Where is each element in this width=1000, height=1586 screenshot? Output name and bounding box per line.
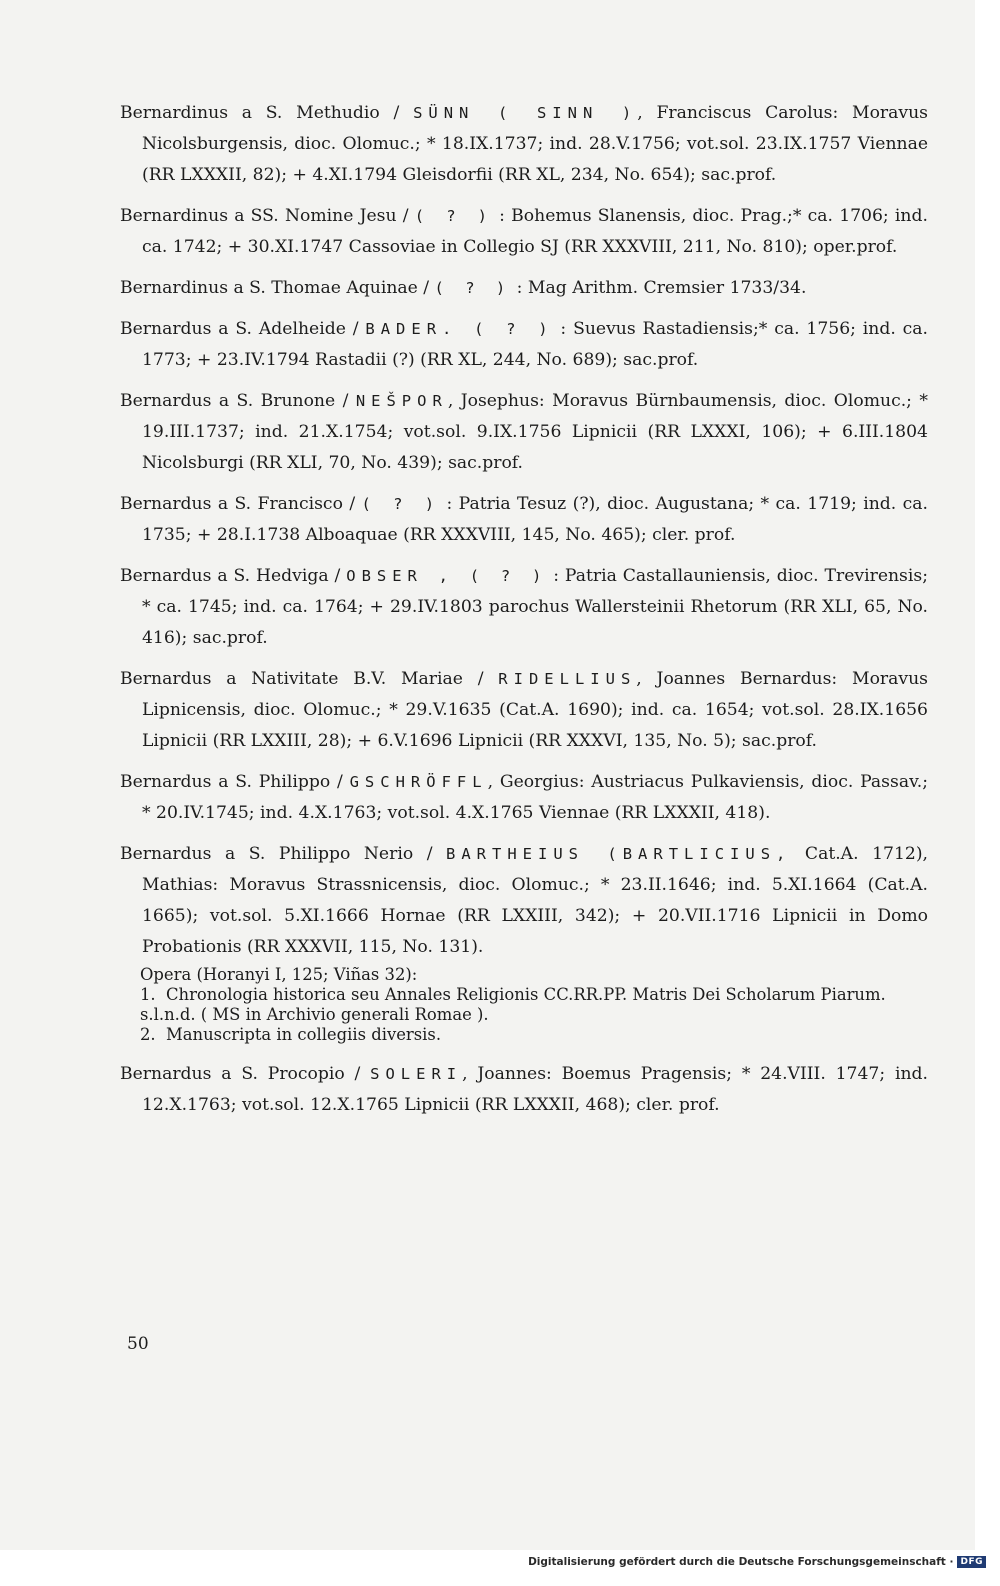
entry-text: , Josephus: Moravus Bürnbaumensis, dioc. Olomuc.; * 19.III.1737; ind. 21.X.1754; vot.sol. 9.IX.1756 Lipnicii (RR LXXXI, 106); + 6.III.1804 Nicolsburgi (RR XLI, 70, No. 439); sac.prof.	[142, 391, 928, 473]
opera-item	[140, 985, 928, 1025]
entry-text: , Georgius: Austriacus Pulkaviensis, dioc. Passav.; * 20.IV.1745; ind. 4.X.1763; vot.sol. 4.X.1765 Viennae (RR LXXXII, 418).	[142, 772, 928, 823]
entry-head: Bernardus a S. Procopio /	[120, 1064, 371, 1084]
opera-intro: Opera (Horanyi I, 125; Viñas 32):	[140, 965, 418, 984]
opera-item-text: Manuscripta in collegiis diversis.	[166, 1025, 442, 1044]
entry-methudio	[120, 98, 928, 191]
entry-text: : Patria Tesuz (?), dioc. Augustana; * ca. 1719; ind. ca. 1735; + 28.I.1738 Alboaquae (RR XXXVIII, 145, No. 465); cler. prof.	[142, 494, 928, 545]
entry-surname: SÜNN ( SINN )	[413, 104, 638, 122]
opera-item-number: 2.	[140, 1025, 156, 1044]
entry-head: Bernardus a Nativitate B.V. Mariae /	[120, 669, 499, 689]
entry-head: Bernardinus a SS. Nomine Jesu /	[120, 206, 415, 226]
entry-adelheide	[120, 314, 928, 376]
footer-credit	[528, 1556, 986, 1568]
entry-text: , Franciscus Carolus: Moravus Nicolsburgensis, dioc. Olomuc.; * 18.IX.1737; ind. 28.V.1756; vot.sol. 23.IX.1757 Viennae (RR LXXXII, 82); + 4.XI.1794 Gleisdorfii (RR XL, 234, No. 654); sac.prof.	[142, 103, 928, 185]
entry-surname: SOLERI	[370, 1065, 463, 1083]
entry-surname: GSCHRÖFFL	[349, 773, 488, 791]
entry-head: Bernardus a S. Adelheide /	[120, 319, 366, 339]
opera-item-number: 1.	[140, 985, 156, 1004]
entry-surname: RIDELLIUS	[498, 670, 637, 688]
entry-nativitate	[120, 664, 928, 757]
entry-head: Bernardinus a S. Thomae Aquinae /	[120, 278, 435, 298]
entry-head: Bernardus a S. Philippo Nerio /	[120, 844, 447, 864]
entry-text: , Joannes Bernardus: Moravus Lipnicensis, dioc. Olomuc.; * 29.V.1635 (Cat.A. 1690); ind. ca. 1654; vot.sol. 28.IX.1656 Lipnicii (RR LXXIII, 28); + 6.V.1696 Lipnicii (RR XXXVI, 135, No. 5); sac.prof.	[142, 669, 928, 751]
entry-surname: ( ? )	[361, 495, 441, 513]
entry-surname: OBSER , ( ? )	[346, 567, 548, 585]
entry-francisco	[120, 489, 928, 551]
entry-text: Cat.A. 1712), Mathias: Moravus Strassnicensis, dioc. Olomuc.; * 23.II.1646; ind. 5.XI.1664 (Cat.A. 1665); vot.sol. 5.XI.1666 Hornae (RR LXXIII, 342); + 20.VII.1716 Lipnicii in Domo Probationis (RR XXXVII, 115, No. 131).	[142, 844, 928, 957]
entry-surname: ( ? )	[434, 279, 512, 297]
entry-thomae-aquinae	[120, 273, 928, 304]
opera-item-text: Chronologia historica seu Annales Religionis CC.RR.PP. Matris Dei Scholarum Piarum. s.l.n.d. ( MS in Archivio generali Romae ).	[140, 985, 886, 1024]
entry-head: Bernardus a S. Hedviga /	[120, 566, 347, 586]
entry-head: Bernardinus a S. Methudio /	[120, 103, 414, 123]
page-number: 50	[127, 1334, 149, 1354]
entry-philippo	[120, 767, 928, 829]
entry-head: Bernardus a S. Francisco /	[120, 494, 362, 514]
entry-procopio	[120, 1059, 928, 1121]
entry-text: : Suevus Rastadiensis;* ca. 1756; ind. ca. 1773; + 23.IV.1794 Rastadii (?) (RR XL, 244, No. 689); sac.prof.	[142, 319, 929, 370]
entry-surname: BARTHEIUS (BARTLICIUS,	[446, 845, 792, 863]
entry-brunone	[120, 386, 928, 479]
entry-hedviga	[120, 561, 928, 654]
entry-text: : Bohemus Slanensis, dioc. Prag.;* ca. 1706; ind. ca. 1742; + 30.XI.1747 Cassoviae in Collegio SJ (RR XXXVIII, 211, No. 810); oper.prof.	[142, 206, 928, 257]
entry-head: Bernardus a S. Brunone /	[120, 391, 356, 411]
entry-surname: NEŠPOR	[355, 392, 448, 410]
entry-text: , Joannes: Boemus Pragensis; * 24.VIII. 1747; ind. 12.X.1763; vot.sol. 12.X.1765 Lipnicii (RR LXXXII, 468); cler. prof.	[142, 1064, 928, 1115]
entry-surname: BADER. ( ? )	[365, 320, 554, 338]
opera-list	[120, 965, 928, 1045]
entry-text: : Mag Arithm. Cremsier 1733/34.	[511, 278, 807, 298]
footer-text: Digitalisierung gefördert durch die Deutsche Forschungsgemeinschaft ·	[528, 1556, 954, 1568]
entry-surname: ( ? )	[414, 207, 493, 225]
entry-list	[120, 98, 928, 1131]
entry-text: : Patria Castallauniensis, dioc. Trevirensis; * ca. 1745; ind. ca. 1764; + 29.IV.1803 parochus Wallersteinii Rhetorum (RR XLI, 65, No. 416); sac.prof.	[142, 566, 928, 648]
opera-item	[140, 1025, 928, 1045]
dfg-logo-icon: DFG	[957, 1556, 986, 1568]
entry-nomine-jesu	[120, 201, 928, 263]
entry-head: Bernardus a S. Philippo /	[120, 772, 350, 792]
entry-philippo-nerio	[120, 839, 928, 963]
